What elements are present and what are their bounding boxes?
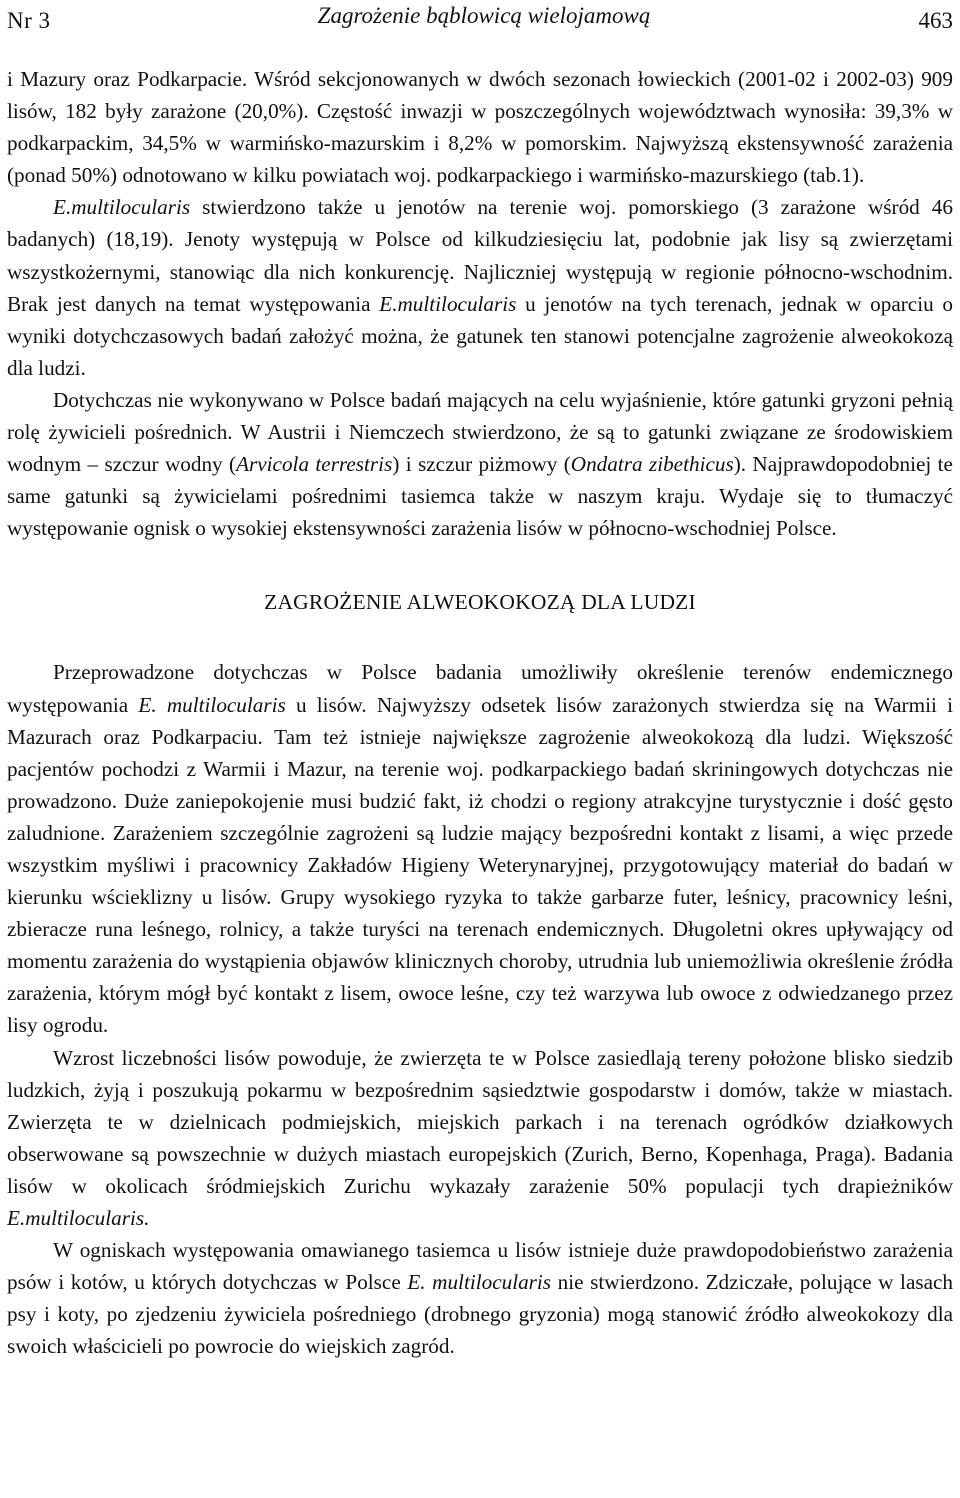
- paragraph: [7, 63, 953, 191]
- paragraph: [7, 1234, 953, 1362]
- text-run: Wzrost liczebności lisów powoduje, że zwierzęta te w Polsce zasiedlają tereny położone blisko siedzib ludzkich, żyją i poszukują pokarmu w bezpośrednim sąsiedztwie gospodarstw i domów, także w miastach. Zwierzęta te w dzielnicach podmiejskich, miejskich parkach i na terenach ogródków działkowych obserwowane są powszechnie w dużych miastach europejskich (Zurich, Berno, Kopenhaga, Praga). Badania lisów w okolicach śródmiejskich Zurichu wykazały zarażenie 50% populacji tych drapieżników: [7, 1045, 953, 1198]
- paragraph: [7, 384, 953, 544]
- text-run: nie stwierdzono. Zdziczałe, polujące w lasach psy i koty, po zjedzeniu żywiciela pośredniego (drobnego gryzonia) mogą stanowić źródło alweokokozy dla swoich właścicieli po powrocie do wiejskich zagród.: [7, 1270, 953, 1359]
- italic-term: Ondatra zibethicus: [570, 452, 734, 477]
- text-run: ). Najprawdopodobniej te same gatunki są żywicielami pośrednimi tasiemca także w naszym kraju. Wydaje się to tłumaczyć występowanie ognisk o wysokiej ekstensywności zarażenia lisów w północno-wschodniej Polsce.: [7, 452, 953, 541]
- paragraph: [7, 191, 953, 384]
- text-run: i Mazury oraz Podkarpacie. Wśród sekcjonowanych w dwóch sezonach łowieckich (2001-02 i 2002-03) 909 lisów, 182 były zarażone (20,0%). Częstość inwazji w poszczególnych województwach wynosiła: 39,3% w podkarpackim, 34,5% w warmińsko-mazurskim i 8,2% w pomorskim. Najwyższą ekstensywność zarażenia (ponad 50%) odnotowano w kilku powiatach woj. podkarpackiego i warmińsko-mazurskiego (tab.1).: [7, 67, 953, 188]
- text-run: ) i szczur piżmowy (: [392, 452, 571, 477]
- article-body: [7, 63, 953, 1362]
- text-run: stwierdzono także u jenotów na terenie woj. pomorskiego (3 zarażone wśród 46 badanych) (18,19). Jenoty występują w Polsce od kilkudziesięciu lat, podobnie jak lisy są zwierzętami wszystkożernymi, stanowiąc dla nich konkurencję. Najliczniej występują w regionie północno-wschodnim. Brak jest danych na temat występowania: [7, 195, 953, 316]
- running-head: [7, 0, 953, 46]
- text-run: W ogniskach występowania omawianego tasiemca u lisów istnieje duże prawdopodobieństwo zarażenia psów i kotów, u których dotychczas w Polsce: [7, 1238, 953, 1295]
- italic-term: Arvicola terrestris: [236, 452, 393, 477]
- text-run: Przeprowadzone dotychczas w Polsce badania umożliwiły określenie terenów endemicznego występowania: [7, 660, 953, 717]
- text-run: u jenotów na tych terenach, jednak w oparciu o wyniki dotychczasowych badań założyć można, że gatunek ten stanowi potencjalne zagrożenie alweokokozą dla ludzi.: [7, 291, 953, 380]
- italic-term: E.multilocularis: [379, 291, 517, 316]
- italic-term: E. multilocularis: [138, 692, 286, 717]
- issue-number: Nr 3: [7, 8, 51, 33]
- section-heading: ZAGROŻENIE ALWEOKOKOZĄ DLA LUDZI: [264, 590, 696, 615]
- page-number: 463: [918, 8, 953, 33]
- italic-term: E. multilocularis: [407, 1270, 552, 1295]
- text-run: u lisów. Najwyższy odsetek lisów zarażonych stwierdza się na Warmii i Mazurach oraz Podkarpaciu. Tam też istnieje największe zagrożenie alweokokozą dla ludzi. Większość pacjentów pochodzi z Warmii i Mazur, na terenie woj. podkarpackiego badań skriningowych dotychczas nie prowadzono. Duże zaniepokojenie musi budzić fakt, iż chodzi o regiony atrakcyjne turystycznie i dość gęsto zaludnione. Zarażeniem szczególnie zagrożeni są ludzie mający bezpośredni kontakt z lisami, a więc przede wszystkim myśliwi i pracownicy Zakładów Higieny Weterynaryjnej, przygotowujący materiał do badań w kierunku wścieklizny u lisów. Grupy wysokiego ryzyka to także garbarze futer, leśnicy, pracownicy leśni, zbieracze runa leśnego, rolnicy, a także turyści na terenach endemicznych. Długoletni okres upływający od momentu zarażenia do wystąpienia objawów klinicznych choroby, utrudnia lub uniemożliwia określenie źródła zarażenia, którym mógł być kontakt z lisem, owoce leśne, czy też warzywa lub owoce z odwiedzanego przez lisy ogrodu.: [7, 692, 953, 1038]
- text-run: Dotychczas nie wykonywano w Polsce badań mających na celu wyjaśnienie, które gatunki gryzoni pełnią rolę żywicieli pośrednich. W Austrii i Niemczech stwierdzono, że są to gatunki związane ze środowiskiem wodnym – szczur wodny (: [7, 387, 953, 477]
- italic-term: E.multilocularis: [53, 195, 191, 220]
- journal-page: [7, 0, 953, 1362]
- running-title: Zagrożenie bąblowicą wielojamową: [317, 3, 651, 28]
- italic-term: E.multilocularis.: [7, 1206, 150, 1230]
- paragraph: [7, 656, 953, 1041]
- paragraph: [7, 1042, 953, 1235]
